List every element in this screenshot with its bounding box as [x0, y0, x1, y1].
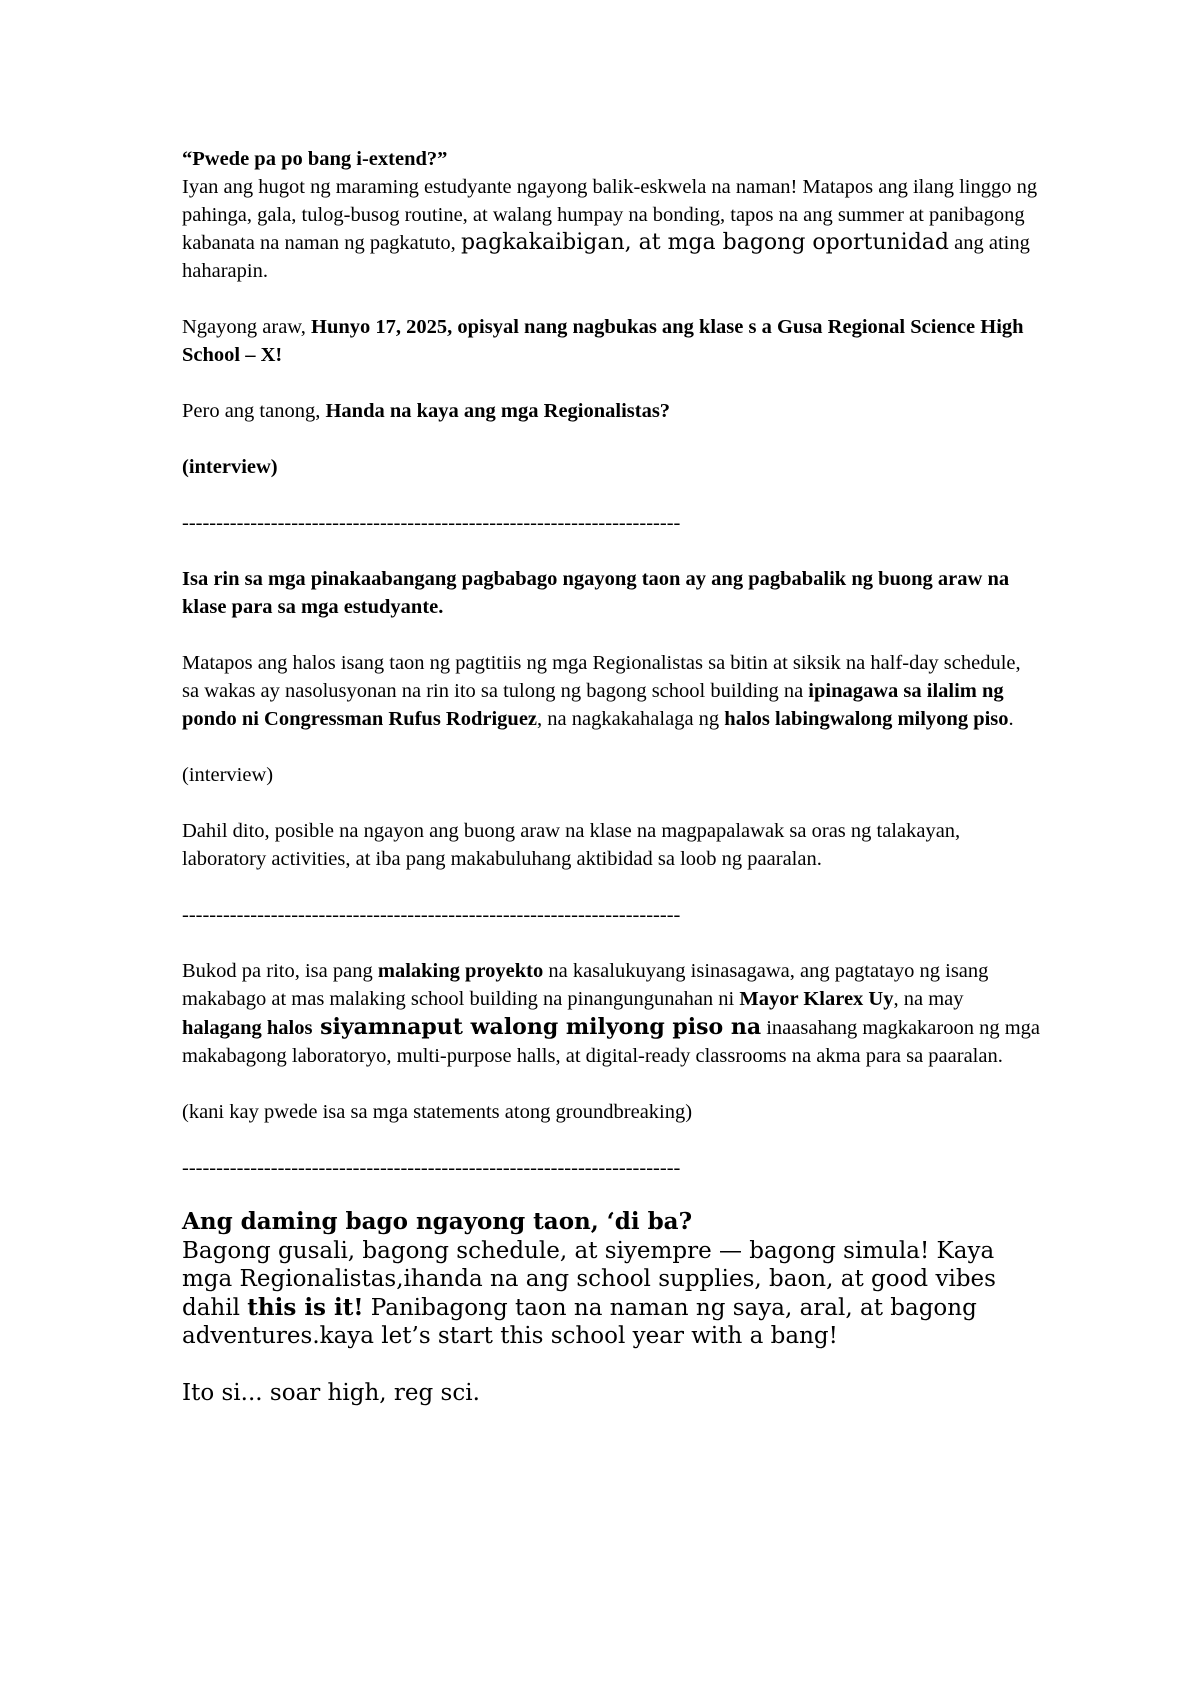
- project-value: siyamnaput walong milyong piso na: [312, 1014, 762, 1040]
- intro-paragraph: [182, 173, 1042, 285]
- intro-emphasis: pagkakaibigan, at mga bagong oportunidad: [460, 230, 949, 255]
- groundbreaking-note: (kani kay pwede isa sa mga statements atong groundbreaking): [182, 1101, 693, 1123]
- congressman-funding: ipinagawa sa ilalim ng pondo ni Congressman Rufus Rodriguez: [182, 680, 1004, 730]
- project-text: Bukod pa rito, isa pang: [182, 960, 378, 982]
- closing-text: Bagong gusali, bagong schedule, at siyempre — bagong simula! Kaya mga Regionalistas,ihanda na ang school supplies, baon, at good vibes dahil: [182, 1237, 996, 1321]
- section-separator-3: -------------------------------------------------------------------------: [182, 1157, 681, 1179]
- school-building-text-2: , na nagkakahalaga ng: [537, 708, 725, 730]
- mayor-name: Mayor Klarex Uy: [739, 988, 894, 1010]
- section-separator-2: -------------------------------------------------------------------------: [182, 904, 681, 926]
- interview-note-1: (interview): [182, 456, 278, 478]
- full-day-heading: Isa rin sa mga pinakaabangang pagbabago ngayong taon ay ang pagbabalik ng buong araw na klase para sa mga estudyante.: [182, 568, 1010, 618]
- new-project-paragraph: [182, 957, 1042, 1070]
- building-cost: halos labingwalong milyong piso: [724, 708, 1009, 730]
- section-separator-1: -------------------------------------------------------------------------: [182, 512, 681, 534]
- question-lead: Pero ang tanong,: [182, 400, 326, 422]
- document-body: [182, 145, 1042, 1407]
- intro-text-end: ang ating haharapin.: [182, 232, 1030, 282]
- closing-bold: this is it!: [247, 1293, 364, 1321]
- question-paragraph: [182, 397, 1042, 425]
- full-day-benefits-paragraph: Dahil dito, posible na ngayon ang buong araw na klase na magpapalawak sa oras ng talakayan, laboratory activities, at iba pang makabuluhang aktibidad sa loob ng paaralan.: [182, 820, 961, 870]
- school-building-text: Matapos ang halos isang taon ng pagtitiis ng mga Regionalistas sa bitin at siksik na half-day schedule, sa wakas ay nasolusyonan na rin ito sa tulong ng bagong school building na: [182, 652, 1021, 702]
- closing-section: [182, 1208, 1042, 1407]
- opening-date-paragraph: [182, 313, 1042, 369]
- project-value-lead: halagang halos: [182, 1017, 313, 1039]
- project-text-2: na kasalukuyang isinasagawa, ang pagtatayo ng isang makabago at mas malaking school building na pinangungunahan ni: [182, 960, 989, 1010]
- opening-date-lead: Ngayong araw,: [182, 316, 312, 338]
- interview-note-2: (interview): [182, 764, 274, 786]
- intro-text: Iyan ang hugot ng maraming estudyante ngayong balik-eskwela na naman! Matapos ang ilang linggo ng pahinga, gala, tulog-busog routine, at walang humpay na bonding, tapos na ang summer at panibagong kabanata na naman ng pagkatuto,: [182, 176, 1038, 254]
- opening-date-bold: Hunyo 17, 2025, opisyal nang nagbukas ang klase s a Gusa Regional Science High School – X!: [182, 316, 1024, 366]
- school-building-paragraph: [182, 649, 1042, 733]
- document-title: “Pwede pa po bang i-extend?”: [182, 148, 448, 170]
- project-bold: malaking proyekto: [377, 960, 544, 982]
- period: .: [1008, 708, 1014, 730]
- project-text-4: inaasahang magkakaroon ng mga makabagong laboratoryo, multi-purpose halls, at digital-ready classrooms na akma para sa paaralan.: [182, 1017, 1041, 1067]
- project-text-3: , na may: [893, 988, 964, 1010]
- closing-heading: Ang daming bago ngayong taon, ‘di ba?: [182, 1208, 693, 1235]
- sign-off: Ito si... soar high, reg sci.: [182, 1379, 480, 1406]
- closing-text-2: Panibagong taon na naman ng saya, aral, at bagong adventures.kaya let’s start this school year with a bang!: [182, 1294, 977, 1349]
- closing-paragraph: [182, 1237, 1042, 1351]
- question-bold: Handa na kaya ang mga Regionalistas?: [325, 400, 671, 422]
